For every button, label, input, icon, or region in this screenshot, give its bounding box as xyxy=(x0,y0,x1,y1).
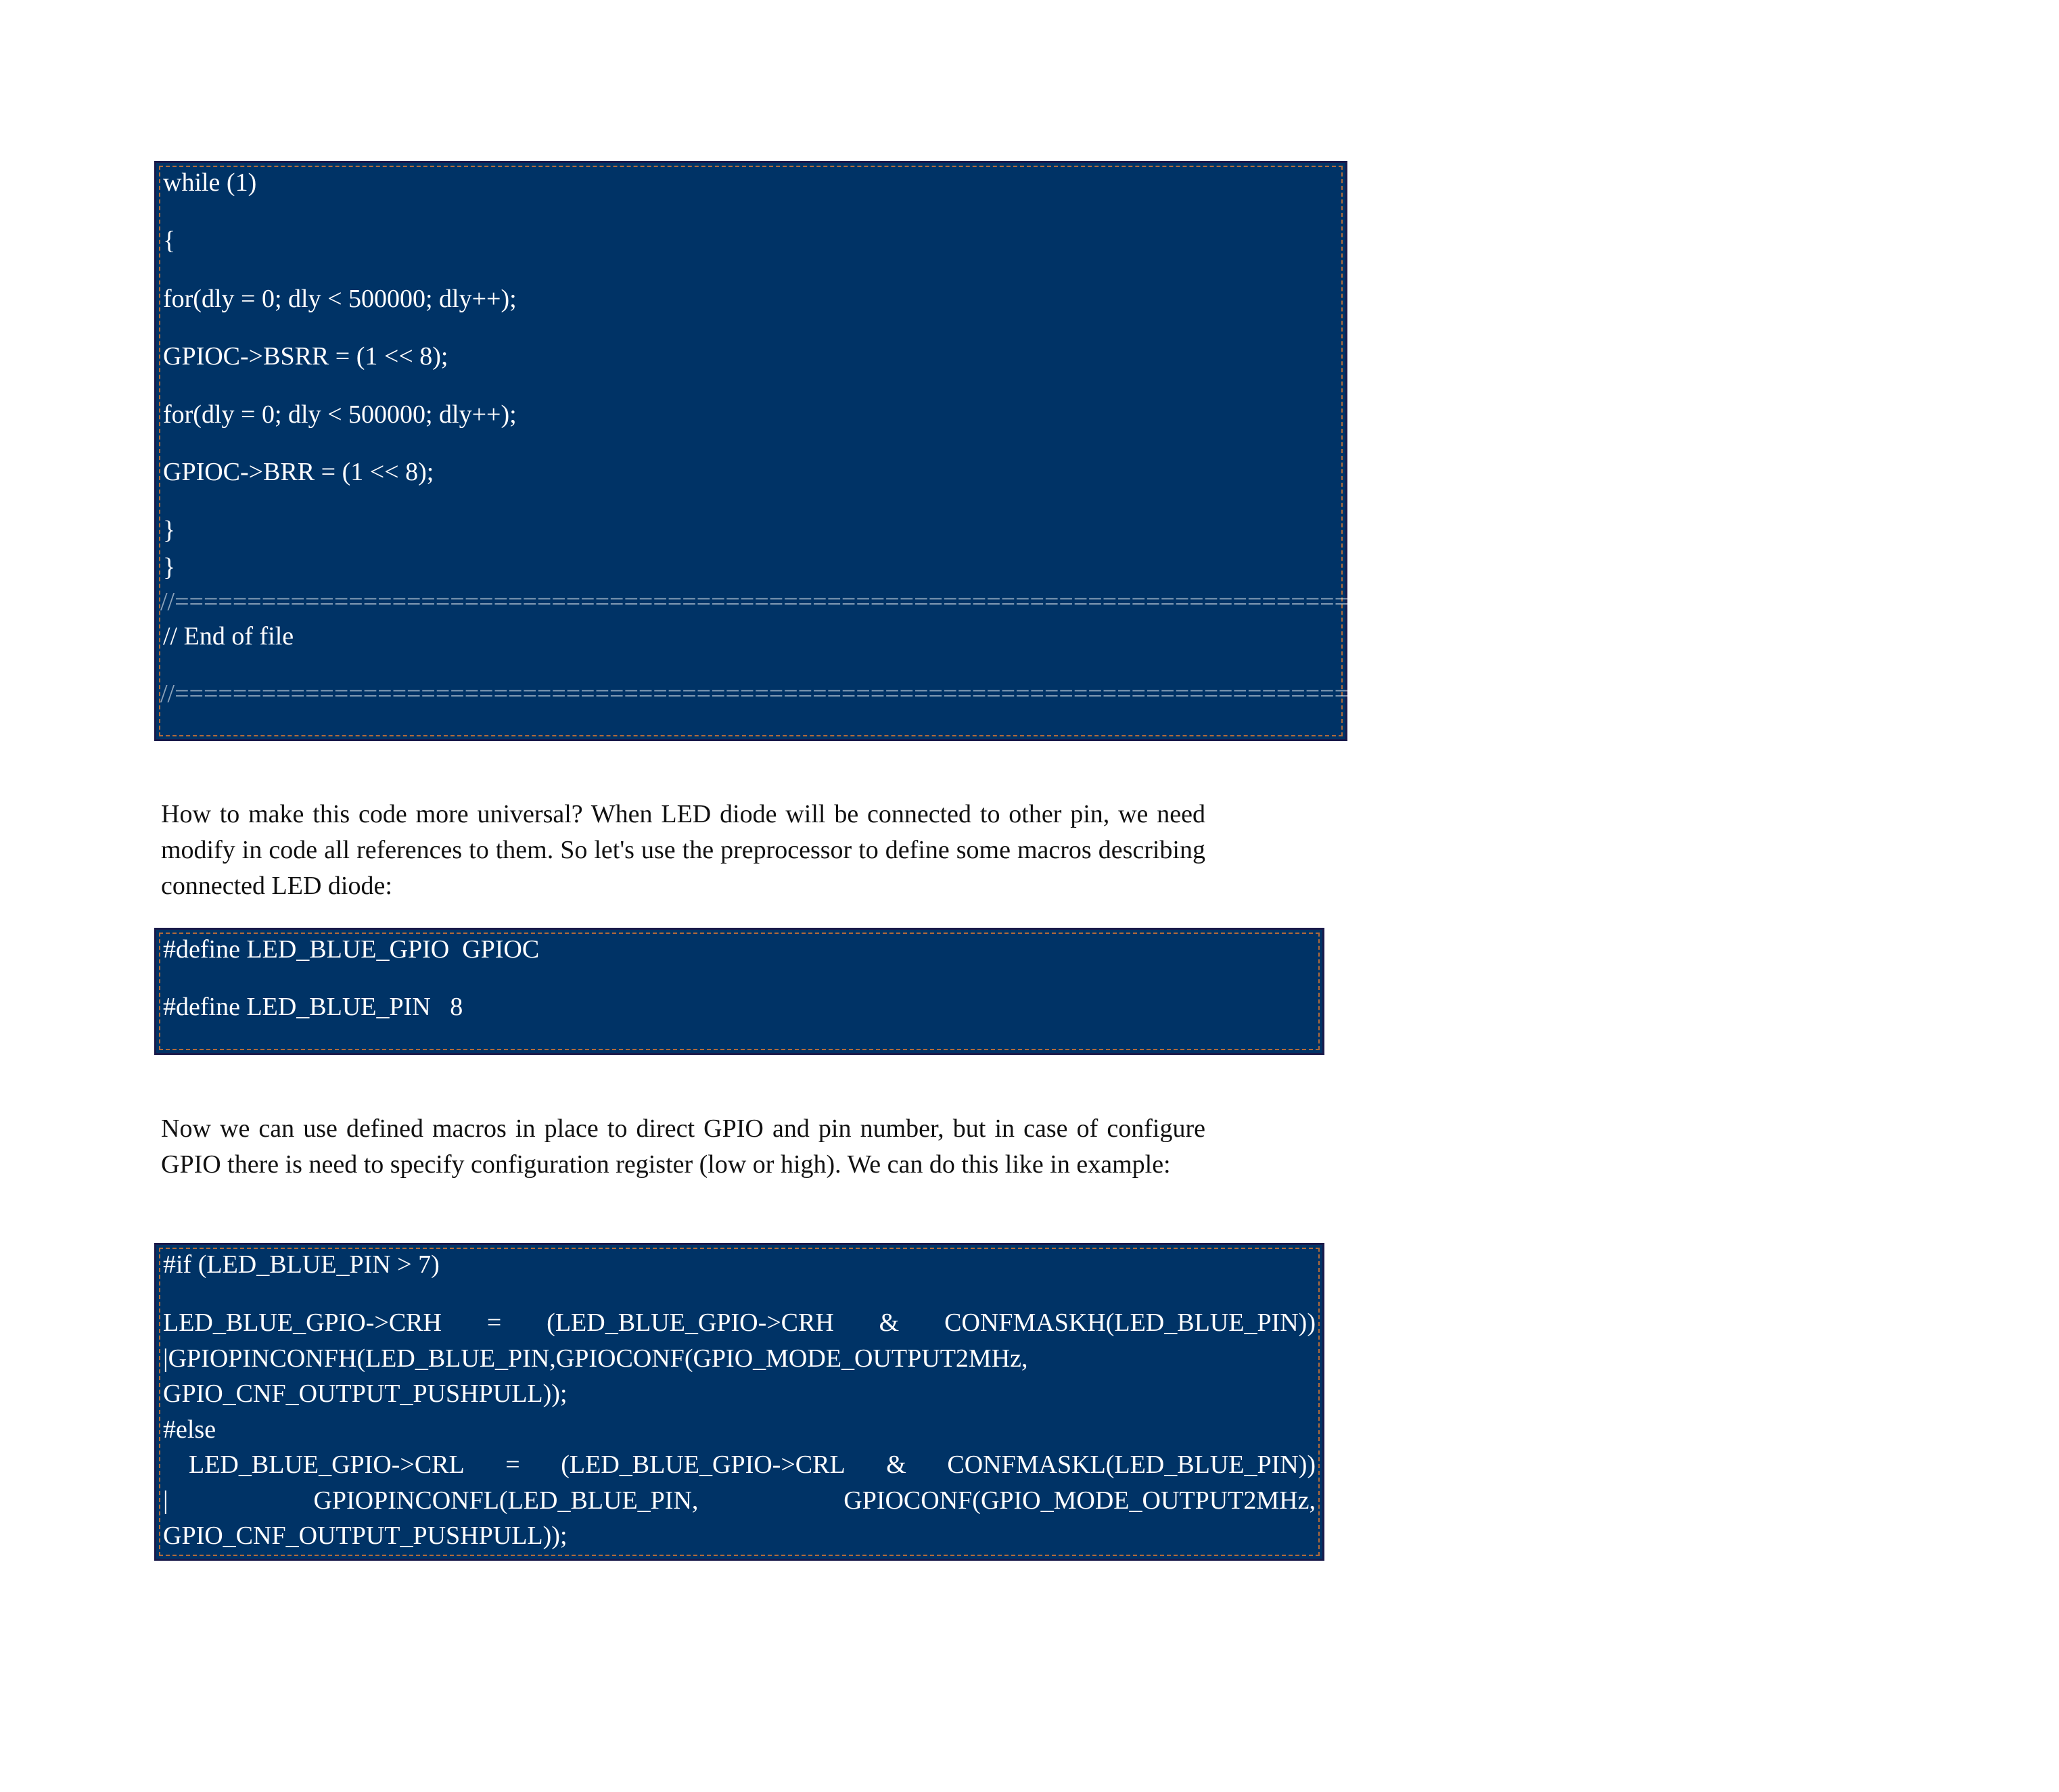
code-line: for(dly = 0; dly < 500000; dly++); xyxy=(163,285,517,313)
code-line: #define LED_BLUE_PIN 8 xyxy=(163,993,463,1021)
code-line: GPIOC->BRR = (1 << 8); xyxy=(163,458,434,486)
code-line: GPIOC->BSRR = (1 << 8); xyxy=(163,342,448,371)
code-token: GPIOPINCONFL(LED_BLUE_PIN, xyxy=(313,1486,699,1515)
code-token: (LED_BLUE_GPIO->CRH xyxy=(547,1308,834,1337)
code-line: while (1) xyxy=(163,168,257,197)
code-line: |GPIOPINCONFH(LED_BLUE_PIN,GPIOCONF(GPIO_MODE_OUTPUT2MHz, xyxy=(163,1344,1028,1373)
code-block-conditional xyxy=(154,1243,1324,1561)
code-token: & xyxy=(886,1451,906,1479)
code-token: = xyxy=(486,1308,502,1337)
code-line: GPIO_CNF_OUTPUT_PUSHPULL)); xyxy=(163,1380,568,1408)
comment-separator: //================================================================================================================================== xyxy=(160,588,2059,616)
code-token: = xyxy=(505,1451,520,1479)
code-line xyxy=(189,1449,1316,1480)
code-line: } xyxy=(163,553,176,582)
code-line xyxy=(163,1307,1316,1338)
code-line: for(dly = 0; dly < 500000; dly++); xyxy=(163,400,517,429)
code-token: & xyxy=(879,1308,900,1337)
code-token: | xyxy=(163,1486,168,1515)
code-line xyxy=(163,1485,1316,1516)
code-token: CONFMASKH(LED_BLUE_PIN)) xyxy=(944,1308,1316,1337)
code-token: GPIOCONF(GPIO_MODE_OUTPUT2MHz, xyxy=(843,1486,1316,1515)
code-token: (LED_BLUE_GPIO->CRL xyxy=(561,1451,846,1479)
code-line: #else xyxy=(163,1415,216,1444)
code-token: LED_BLUE_GPIO->CRL xyxy=(189,1451,465,1479)
code-block-loop xyxy=(154,161,2059,741)
comment-separator: //================================================================================================================================== xyxy=(160,680,2059,708)
code-line: { xyxy=(163,227,176,255)
code-line: GPIO_CNF_OUTPUT_PUSHPULL)); xyxy=(163,1522,568,1550)
code-block-defines xyxy=(154,928,1324,1055)
body-paragraph: Now we can use defined macros in place to direct GPIO and pin number, but in case of configure GPIO there is need to specify configuration register (low or high). We can do this like in example: xyxy=(161,1114,1205,1179)
code-line: #if (LED_BLUE_PIN > 7) xyxy=(163,1250,440,1279)
code-line: #define LED_BLUE_GPIO GPIOC xyxy=(163,935,540,964)
code-token: LED_BLUE_GPIO->CRH xyxy=(163,1308,442,1337)
end-of-file-comment: // End of file xyxy=(163,622,294,651)
code-token: CONFMASKL(LED_BLUE_PIN)) xyxy=(947,1451,1316,1479)
code-line: } xyxy=(163,516,176,544)
body-paragraph: How to make this code more universal? When LED diode will be connected to other pin, we need modify in code all references to them. So let's use the preprocessor to define some macros describing connected LED diode: xyxy=(161,800,1205,900)
